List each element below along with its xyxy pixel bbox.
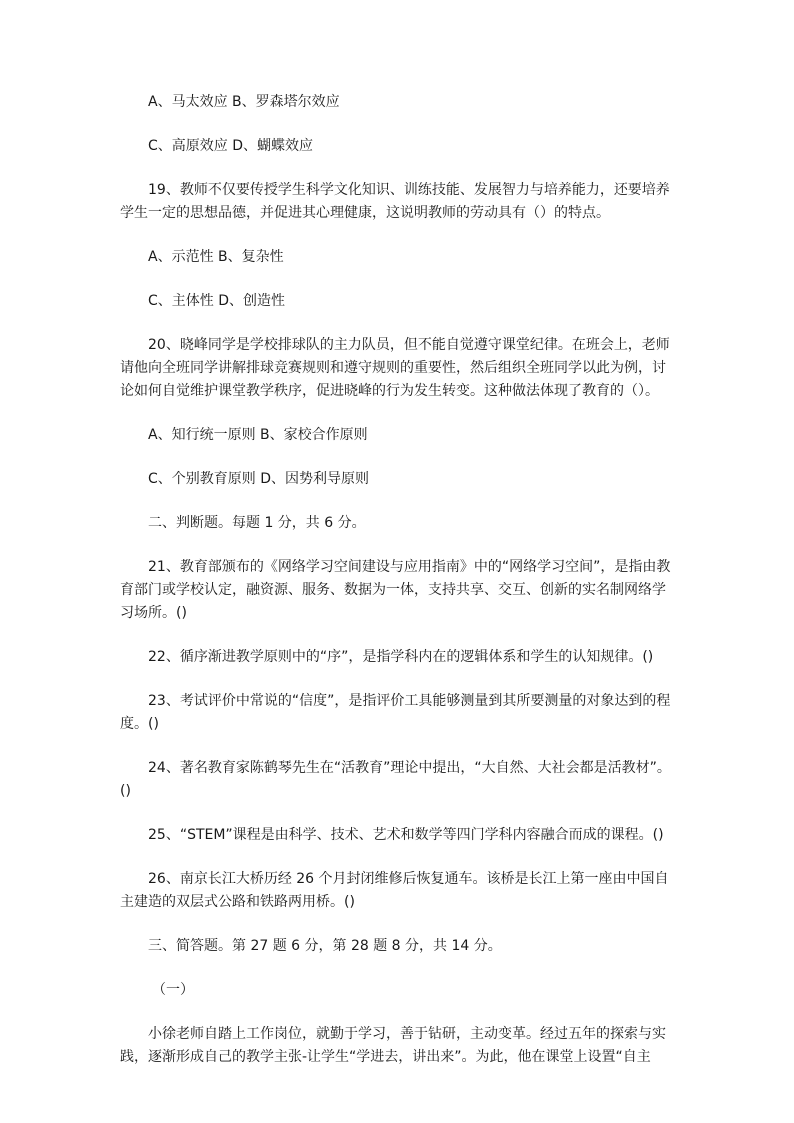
- question-25: 25、“STEM”课程是由科学、技术、艺术和数学等四门学科内容融合而成的课程。(): [148, 827, 664, 843]
- question-20-options-ab: A、知行统一原则 B、家校合作原则: [148, 427, 368, 443]
- question-26: 26、南京长江大桥历经 26 个月封闭维修后恢复通车。该桥是长江上第一座由中国自主建造的双层式公路和铁路两用桥。(): [120, 871, 669, 910]
- question-20: 20、晓峰同学是学校排球队的主力队员，但不能自觉遵守课堂纪律。在班会上，老师请他向全班同学讲解排球竞赛规则和遵守规则的重要性，然后组织全班同学以此为例，讨论如何自觉维护课堂教学秩序，促进晓峰的行为发生转变。这种做法体现了教育的（）。: [120, 337, 670, 399]
- question-22: 22、循序渐进教学原则中的“序”，是指学科内在的逻辑体系和学生的认知规律。(): [148, 649, 654, 665]
- question-18-options-ab: A、马太效应 B、罗森塔尔效应: [148, 94, 340, 110]
- subsection-label: （一）: [152, 982, 194, 998]
- question-20-options-cd: C、个别教育原则 D、因势利导原则: [148, 471, 370, 487]
- question-21: 21、教育部颁布的《网络学习空间建设与应用指南》中的“网络学习空间”，是指由教育部门或学校认定，融资源、服务、数据为一体，支持共享、交互、创新的实名制网络学习场所。(): [120, 559, 671, 621]
- question-19-options-ab: A、示范性 B、复杂性: [148, 249, 284, 265]
- section-heading-true-false: 二、判断题。每题 1 分，共 6 分。: [148, 515, 366, 531]
- section-heading-short-answer: 三、简答题。第 27 题 6 分，第 28 题 8 分，共 14 分。: [148, 938, 502, 954]
- question-24: 24、著名教育家陈鹤琴先生在“活教育”理论中提出，“大自然、大社会都是活教材”。(): [120, 760, 671, 799]
- question-19-options-cd: C、主体性 D、创造性: [148, 293, 286, 309]
- case-passage: 小徐老师自踏上工作岗位，就勤于学习，善于钻研，主动变革。经过五年的探索与实践，逐渐形成自己的教学主张-让学生“学进去，讲出来”。为此，他在课堂上设置“自主: [120, 1026, 666, 1065]
- question-19: 19、教师不仅要传授学生科学文化知识、训练技能、发展智力与培养能力，还要培养学生一定的思想品德，并促进其心理健康，这说明教师的劳动具有（）的特点。: [120, 182, 670, 221]
- document-page: [120, 91, 672, 1090]
- question-23: 23、考试评价中常说的“信度”，是指评价工具能够测量到其所要测量的对象达到的程度。(): [120, 693, 671, 732]
- question-18-options-cd: C、高原效应 D、蝴蝶效应: [148, 138, 314, 154]
